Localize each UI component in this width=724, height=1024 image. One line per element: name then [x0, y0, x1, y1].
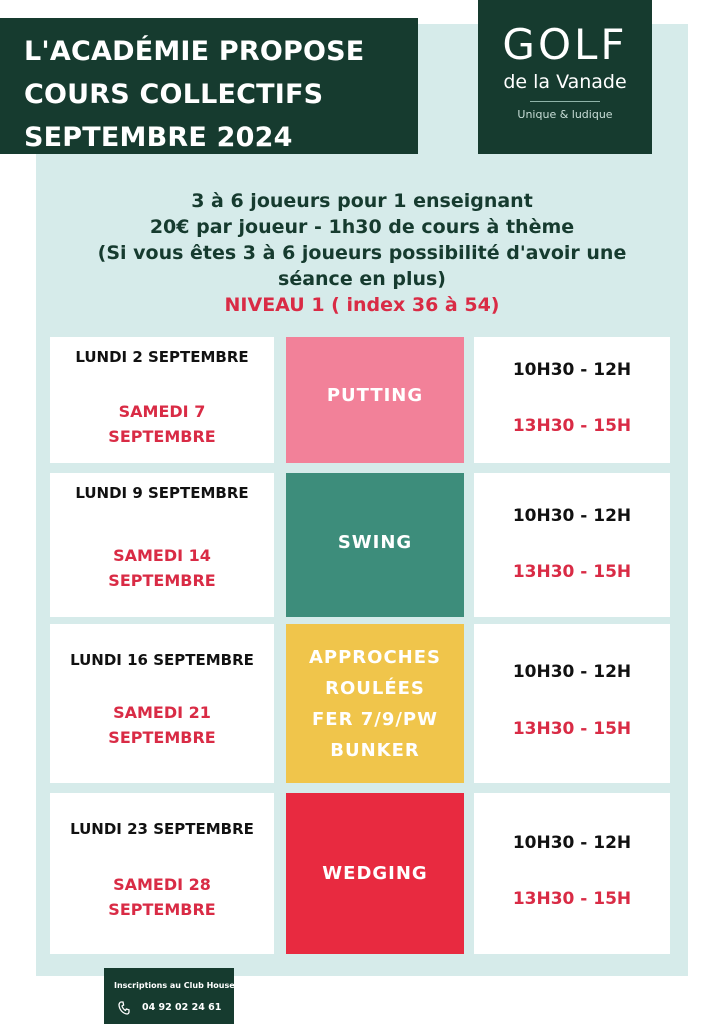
morning-time: 10H30 - 12H	[512, 506, 632, 526]
phone-icon	[118, 1001, 130, 1015]
time-cell	[474, 473, 670, 617]
info-line-2: 20€ par joueur - 1h30 de cours à thème	[149, 216, 575, 238]
morning-time: 10H30 - 12H	[512, 360, 632, 380]
logo-divider	[530, 101, 600, 102]
theme-label: SWING	[337, 531, 413, 553]
date-cell	[50, 473, 274, 617]
info-line-3: (Si vous êtes 3 à 6 joueurs possibilité d'avoir une	[97, 242, 627, 264]
time-cell	[474, 793, 670, 954]
theme-label: WEDGING	[322, 863, 428, 884]
theme-cell	[286, 793, 464, 954]
registration-label: Inscriptions au Club House	[114, 981, 235, 990]
theme-label: PUTTING	[326, 384, 424, 406]
course-info	[36, 188, 688, 318]
saturday-date: SAMEDI 14 SEPTEMBRE	[108, 546, 216, 590]
theme-cell	[286, 473, 464, 617]
saturday-date: SAMEDI 28 SEPTEMBRE	[108, 875, 216, 919]
date-cell	[50, 337, 274, 463]
registration-footer	[104, 968, 234, 1024]
morning-time: 10H30 - 12H	[512, 662, 632, 682]
title-line-3: SEPTEMBRE 2024	[24, 122, 293, 153]
level-label: NIVEAU 1 ( index 36 à 54)	[224, 294, 500, 316]
session-row	[50, 473, 670, 617]
date-cell	[50, 793, 274, 954]
monday-date: LUNDI 2 SEPTEMBRE	[75, 348, 249, 366]
session-row	[50, 624, 670, 783]
saturday-date: SAMEDI 7 SEPTEMBRE	[108, 402, 216, 446]
title-line-1: L'ACADÉMIE PROPOSE	[24, 36, 365, 67]
afternoon-time: 13H30 - 15H	[512, 719, 632, 739]
theme-label: APPROCHES ROULÉES FER 7/9/PW BUNKER	[308, 646, 441, 761]
logo-subtitle: de la Vanade	[503, 71, 627, 93]
logo-tagline: Unique & ludique	[517, 108, 613, 121]
monday-date: LUNDI 16 SEPTEMBRE	[70, 651, 254, 669]
morning-time: 10H30 - 12H	[512, 833, 632, 853]
afternoon-time: 13H30 - 15H	[512, 416, 632, 436]
phone-number[interactable]: 04 92 02 24 61	[142, 1002, 222, 1013]
theme-cell	[286, 337, 464, 463]
title-line-2: COURS COLLECTIFS	[24, 79, 324, 110]
time-cell	[474, 337, 670, 463]
info-line-4: séance en plus)	[278, 268, 446, 290]
monday-date: LUNDI 9 SEPTEMBRE	[75, 484, 249, 502]
session-row	[50, 337, 670, 463]
logo-word: GOLF	[502, 20, 628, 69]
date-cell	[50, 624, 274, 783]
theme-cell	[286, 624, 464, 783]
info-line-1: 3 à 6 joueurs pour 1 enseignant	[191, 190, 533, 212]
afternoon-time: 13H30 - 15H	[512, 889, 632, 909]
monday-date: LUNDI 23 SEPTEMBRE	[70, 820, 254, 838]
afternoon-time: 13H30 - 15H	[512, 562, 632, 582]
time-cell	[474, 624, 670, 783]
session-row	[50, 793, 670, 954]
golf-logo	[478, 0, 652, 154]
saturday-date: SAMEDI 21 SEPTEMBRE	[108, 703, 216, 747]
title-banner	[0, 18, 418, 154]
